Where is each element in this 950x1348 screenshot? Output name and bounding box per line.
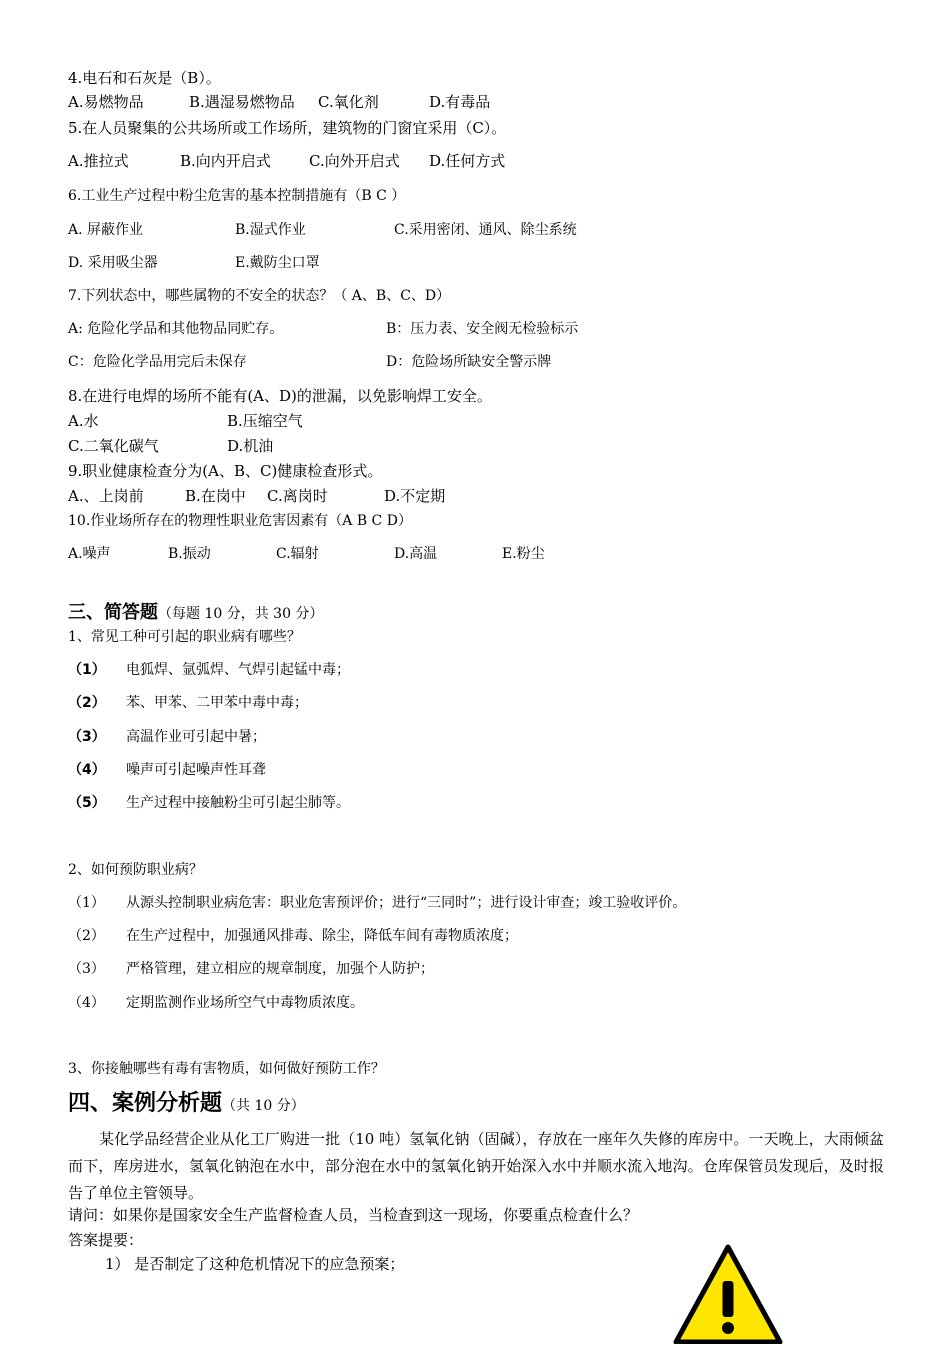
sq2-item-3-text: 严格管理，建立相应的规章制度，加强个人防护； — [126, 961, 434, 977]
section4-title: 四、案例分析题 — [68, 1091, 223, 1116]
q5-option-c: C.向外开启式 — [309, 152, 400, 170]
sq2-item-3 — [68, 959, 868, 979]
q5-option-b: B.向内开启式 — [180, 152, 271, 170]
sq2-item-1-num: （1） — [68, 895, 105, 911]
q7-option-d: D：危险场所缺安全警示牌 — [386, 354, 552, 370]
sq1-question: 1、常见工种可引起的职业病有哪些？ — [68, 629, 301, 645]
case-question: 请问：如果你是国家安全生产监督检查人员，当检查到这一现场，你要重点检查什么？ — [68, 1206, 639, 1224]
q6-stem: 6.工业生产过程中粉尘危害的基本控制措施有（B C ） — [68, 188, 406, 204]
sq1-item-1-text: 电狐焊、氩弧焊、气焊引起锰中毒； — [126, 662, 350, 678]
q8-option-c: C.二氧化碳气 — [68, 437, 159, 455]
q4-option-d: D.有毒品 — [429, 93, 491, 111]
section3-score-note: （每题 10 分，共 30 分） — [158, 606, 324, 622]
q6-option-e: E.戴防尘口罩 — [235, 255, 320, 271]
section3-heading — [68, 601, 323, 626]
q8-options-row2 — [68, 436, 868, 456]
q4-stem: 4.电石和石灰是（B）。 — [68, 69, 221, 87]
section4-score-note: （共 10 分） — [222, 1098, 305, 1114]
q6-options-row1 — [68, 220, 868, 240]
sq1-item-3-num: （3） — [68, 729, 106, 745]
q7-stem: 7.下列状态中，哪些属物的不安全的状态？（ A、B、C、D） — [68, 288, 451, 304]
sq1-item-5 — [68, 793, 868, 813]
q9-options — [68, 486, 868, 506]
q5-option-d: D.任何方式 — [429, 152, 506, 170]
q10-option-d: D.高温 — [394, 546, 438, 562]
sq2-item-2 — [68, 926, 868, 946]
case-text: 某化学品经营企业从化工厂购进一批（10 吨）氢氧化钠（固碱），存放在一座年久失修的库房中。一天晚上，大雨倾盆而下，库房进水，氢氧化钠泡在水中，部分泡在水中的氢氧化钠开始深入水中并顺水流入地沟。仓库保管员发现后，及时报告了单位主管领导。 — [68, 1130, 884, 1202]
q6-option-a: A. 屏蔽作业 — [68, 222, 144, 238]
sq1-item-4 — [68, 760, 868, 780]
q8-option-d: D.机油 — [227, 437, 274, 455]
sq1-item-5-num: （5） — [68, 795, 106, 811]
q9-option-b: B.在岗中 — [185, 487, 246, 505]
sq1-item-2-num: （2） — [68, 695, 106, 711]
q6-option-b: B.湿式作业 — [235, 222, 306, 238]
sq2-item-3-num: （3） — [68, 961, 105, 977]
sq1-item-2-text: 苯、甲苯、二甲苯中毒中毒； — [126, 695, 308, 711]
sq1-item-2 — [68, 693, 868, 713]
q8-option-b: B.压缩空气 — [227, 412, 303, 430]
q6-option-c: C.采用密闭、通风、除尘系统 — [394, 222, 577, 238]
q9-option-d: D.不定期 — [384, 487, 446, 505]
q6-option-d: D. 采用吸尘器 — [68, 255, 158, 271]
sq1-item-3-text: 高温作业可引起中暑； — [126, 729, 266, 745]
sq3-question: 3、你接触哪些有毒有害物质，如何做好预防工作？ — [68, 1061, 385, 1077]
sq1-item-3 — [68, 727, 868, 747]
q9-option-c: C.离岗时 — [267, 487, 328, 505]
sq2-item-1-text: 从源头控制职业病危害：职业危害预评价；进行“三同时”；进行设计审查；竣工验收评价。 — [126, 895, 687, 911]
q10-stem: 10.作业场所存在的物理性职业危害因素有（A B C D） — [68, 513, 412, 529]
warning-triangle-icon — [672, 1243, 784, 1344]
sq2-item-2-num: （2） — [68, 928, 105, 944]
q10-option-e: E.粉尘 — [502, 546, 545, 562]
sq1-item-1-num: （1） — [68, 662, 106, 678]
q10-option-b: B.振动 — [168, 546, 211, 562]
q8-options-row1 — [68, 411, 868, 431]
sq2-question: 2、如何预防职业病？ — [68, 862, 203, 878]
sq2-item-4-text: 定期监测作业场所空气中毒物质浓度。 — [126, 995, 364, 1011]
section4-heading — [68, 1090, 305, 1120]
sq2-item-4-num: （4） — [68, 995, 105, 1011]
q10-option-c: C.辐射 — [276, 546, 319, 562]
q7-option-b: B：压力表、安全阀无检验标示 — [386, 321, 579, 337]
q8-option-a: A.水 — [68, 412, 99, 430]
q9-option-a: A.、上岗前 — [68, 487, 144, 505]
sq2-item-1 — [68, 893, 888, 913]
q8-stem: 8.在进行电焊的场所不能有(A、D)的泄漏，以免影响焊工安全。 — [68, 387, 492, 405]
q5-option-a: A.推拉式 — [68, 152, 129, 170]
q5-stem: 5.在人员聚集的公共场所或工作场所，建筑物的门窗宜采用（C）。 — [68, 119, 507, 137]
sq1-item-1 — [68, 660, 868, 680]
q4-options — [68, 92, 868, 112]
sq2-item-2-text: 在生产过程中，加强通风排毒、除尘，降低车间有毒物质浓度； — [126, 928, 518, 944]
q10-option-a: A.噪声 — [68, 546, 111, 562]
answer-item-1: 1） 是否制定了这种危机情况下的应急预案； — [105, 1255, 405, 1273]
q4-option-a: A.易燃物品 — [68, 93, 144, 111]
q10-options — [68, 544, 868, 564]
q6-options-row2 — [68, 253, 868, 273]
q7-option-c: C：危险化学品用完后未保存 — [68, 354, 247, 370]
q7-options-row2 — [68, 352, 868, 372]
sq2-item-4 — [68, 993, 868, 1013]
section3-title: 三、简答题 — [68, 602, 158, 623]
sq1-item-5-text: 生产过程中接触粉尘可引起尘肺等。 — [126, 795, 350, 811]
q4-option-b: B.遇湿易燃物品 — [189, 93, 295, 111]
q7-option-a: A: 危险化学品和其他物品同贮存。 — [68, 321, 284, 337]
q4-option-c: C.氧化剂 — [318, 93, 379, 111]
q7-options-row1 — [68, 319, 868, 339]
sq1-item-4-num: （4） — [68, 762, 106, 778]
q5-options — [68, 151, 868, 171]
sq1-item-4-text: 噪声可引起噪声性耳聋 — [126, 762, 266, 778]
answer-label: 答案提要： — [68, 1231, 144, 1249]
q9-stem: 9.职业健康检查分为(A、B、C)健康检查形式。 — [68, 462, 383, 480]
